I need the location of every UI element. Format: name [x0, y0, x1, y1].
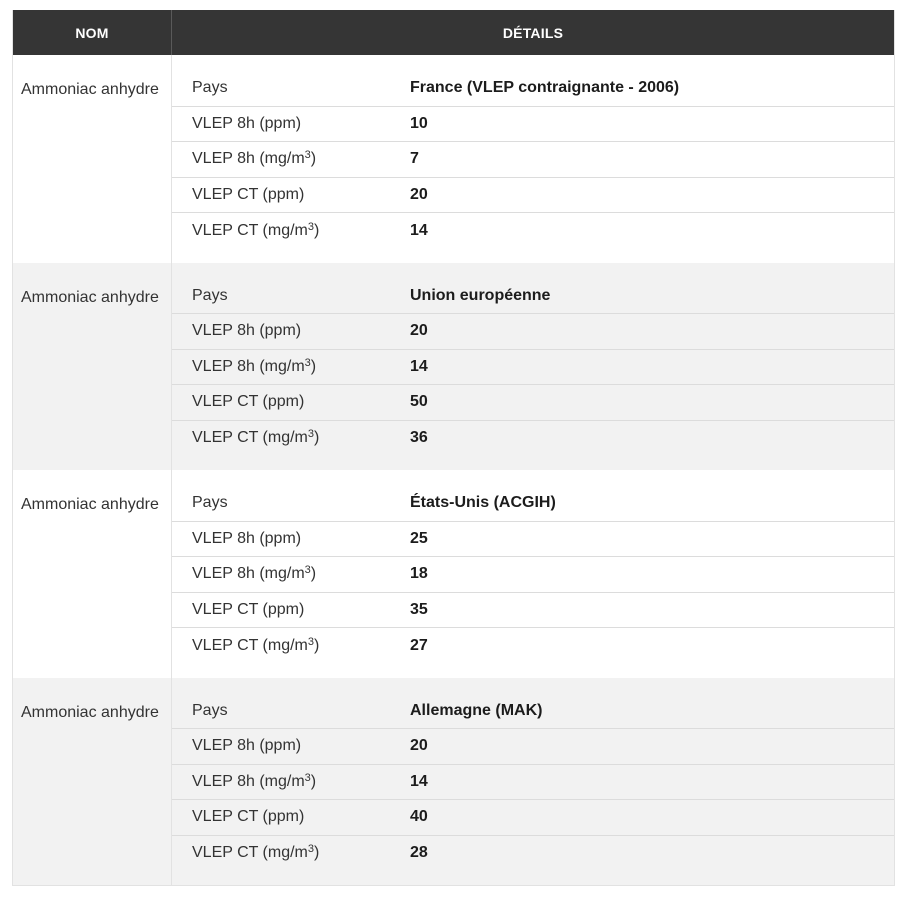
detail-row-country	[172, 486, 894, 522]
detail-label-tail: )	[314, 636, 320, 654]
detail-label	[172, 358, 410, 376]
detail-row-vlep-ct-ppm	[172, 178, 894, 214]
detail-label	[172, 222, 410, 240]
detail-label	[172, 565, 410, 583]
substance-name: Ammoniac anhydre	[13, 470, 172, 678]
detail-label-main: VLEP 8h (mg/m	[192, 150, 305, 168]
detail-value: 14	[410, 357, 428, 375]
detail-value: Union européenne	[410, 286, 551, 304]
substance-name: Ammoniac anhydre	[13, 678, 172, 886]
detail-value: 28	[410, 844, 428, 862]
detail-value: 18	[410, 565, 428, 583]
column-header-details: DÉTAILS	[502, 24, 564, 41]
table-row	[13, 55, 894, 263]
details-subtable	[172, 55, 894, 263]
detail-label-main: VLEP 8h (mg/m	[192, 357, 305, 375]
detail-label-superscript: 3	[304, 771, 311, 784]
detail-row-vlep-8h-ppm	[172, 107, 894, 143]
detail-label-superscript: 3	[307, 635, 315, 648]
detail-row-country	[172, 279, 894, 315]
detail-label: Pays	[192, 79, 228, 97]
detail-label-superscript: 3	[307, 220, 315, 233]
detail-value: 36	[410, 429, 428, 447]
detail-row-vlep-8h-ppm	[172, 522, 894, 558]
detail-label: VLEP CT (ppm)	[192, 185, 305, 203]
detail-row-vlep-ct-mgm3	[172, 421, 894, 457]
substance-name: Ammoniac anhydre	[13, 55, 172, 263]
detail-row-country	[172, 71, 894, 107]
detail-label: VLEP 8h (ppm)	[192, 114, 302, 132]
detail-label-tail: )	[310, 150, 317, 168]
detail-value: États-Unis (ACGIH)	[410, 494, 556, 512]
table-row	[13, 470, 894, 678]
detail-label	[172, 844, 410, 862]
detail-label	[172, 150, 410, 168]
details-subtable	[172, 263, 894, 471]
detail-label-tail: )	[310, 772, 317, 790]
substance-name: Ammoniac anhydre	[13, 263, 172, 471]
detail-label-main: VLEP CT (mg/m	[192, 429, 308, 447]
detail-label: VLEP CT (ppm)	[192, 600, 305, 618]
detail-label: VLEP CT (ppm)	[192, 393, 305, 411]
detail-value: 50	[410, 393, 428, 411]
detail-row-country	[172, 694, 894, 730]
exposure-limits-table	[12, 10, 895, 886]
detail-value: 14	[410, 221, 428, 239]
detail-label: VLEP 8h (ppm)	[192, 322, 302, 340]
detail-label: VLEP CT (ppm)	[192, 808, 305, 826]
detail-value: 10	[410, 114, 428, 132]
detail-row-vlep-ct-mgm3	[172, 213, 894, 249]
detail-value: 7	[410, 150, 419, 168]
details-subtable	[172, 470, 894, 678]
detail-label-superscript: 3	[304, 149, 311, 162]
detail-label: Pays	[192, 494, 228, 512]
detail-row-vlep-8h-mgm3	[172, 142, 894, 178]
details-subtable	[172, 678, 894, 886]
table-header	[13, 10, 894, 55]
detail-label-main: VLEP CT (mg/m	[192, 636, 308, 654]
detail-row-vlep-ct-ppm	[172, 385, 894, 421]
detail-label-tail: )	[314, 429, 320, 447]
detail-label	[172, 773, 410, 791]
detail-label-tail: )	[314, 221, 320, 239]
detail-row-vlep-ct-ppm	[172, 800, 894, 836]
detail-value: 35	[410, 600, 428, 618]
detail-label: VLEP 8h (ppm)	[192, 737, 302, 755]
detail-label-superscript: 3	[307, 428, 315, 441]
detail-value: Allemagne (MAK)	[410, 701, 543, 719]
detail-label-superscript: 3	[304, 564, 311, 577]
detail-label: VLEP 8h (ppm)	[192, 529, 302, 547]
detail-label	[172, 637, 410, 655]
detail-label-main: VLEP CT (mg/m	[192, 221, 308, 239]
detail-label: Pays	[192, 701, 228, 719]
detail-label-tail: )	[314, 844, 320, 862]
detail-value: 27	[410, 636, 428, 654]
detail-row-vlep-8h-mgm3	[172, 557, 894, 593]
detail-row-vlep-ct-ppm	[172, 593, 894, 629]
detail-label-superscript: 3	[304, 356, 311, 369]
table-row	[13, 263, 894, 471]
detail-value: 20	[410, 737, 428, 755]
detail-value: 25	[410, 529, 428, 547]
detail-label-main: VLEP 8h (mg/m	[192, 772, 305, 790]
detail-row-vlep-ct-mgm3	[172, 836, 894, 872]
detail-label-main: VLEP 8h (mg/m	[192, 565, 305, 583]
detail-value: 14	[410, 772, 428, 790]
column-header-nom: NOM	[13, 10, 172, 55]
detail-row-vlep-8h-mgm3	[172, 350, 894, 386]
detail-value: France (VLEP contraignante - 2006)	[410, 79, 680, 97]
detail-row-vlep-ct-mgm3	[172, 628, 894, 664]
detail-value: 40	[410, 808, 428, 826]
detail-label-tail: )	[310, 357, 317, 375]
detail-label-main: VLEP CT (mg/m	[192, 844, 308, 862]
detail-row-vlep-8h-ppm	[172, 314, 894, 350]
detail-label-superscript: 3	[307, 843, 315, 856]
detail-value: 20	[410, 185, 428, 203]
detail-row-vlep-8h-ppm	[172, 729, 894, 765]
detail-label	[172, 429, 410, 447]
detail-row-vlep-8h-mgm3	[172, 765, 894, 801]
detail-value: 20	[410, 322, 428, 340]
table-row	[13, 678, 894, 886]
detail-label: Pays	[192, 286, 228, 304]
detail-label-tail: )	[310, 565, 317, 583]
